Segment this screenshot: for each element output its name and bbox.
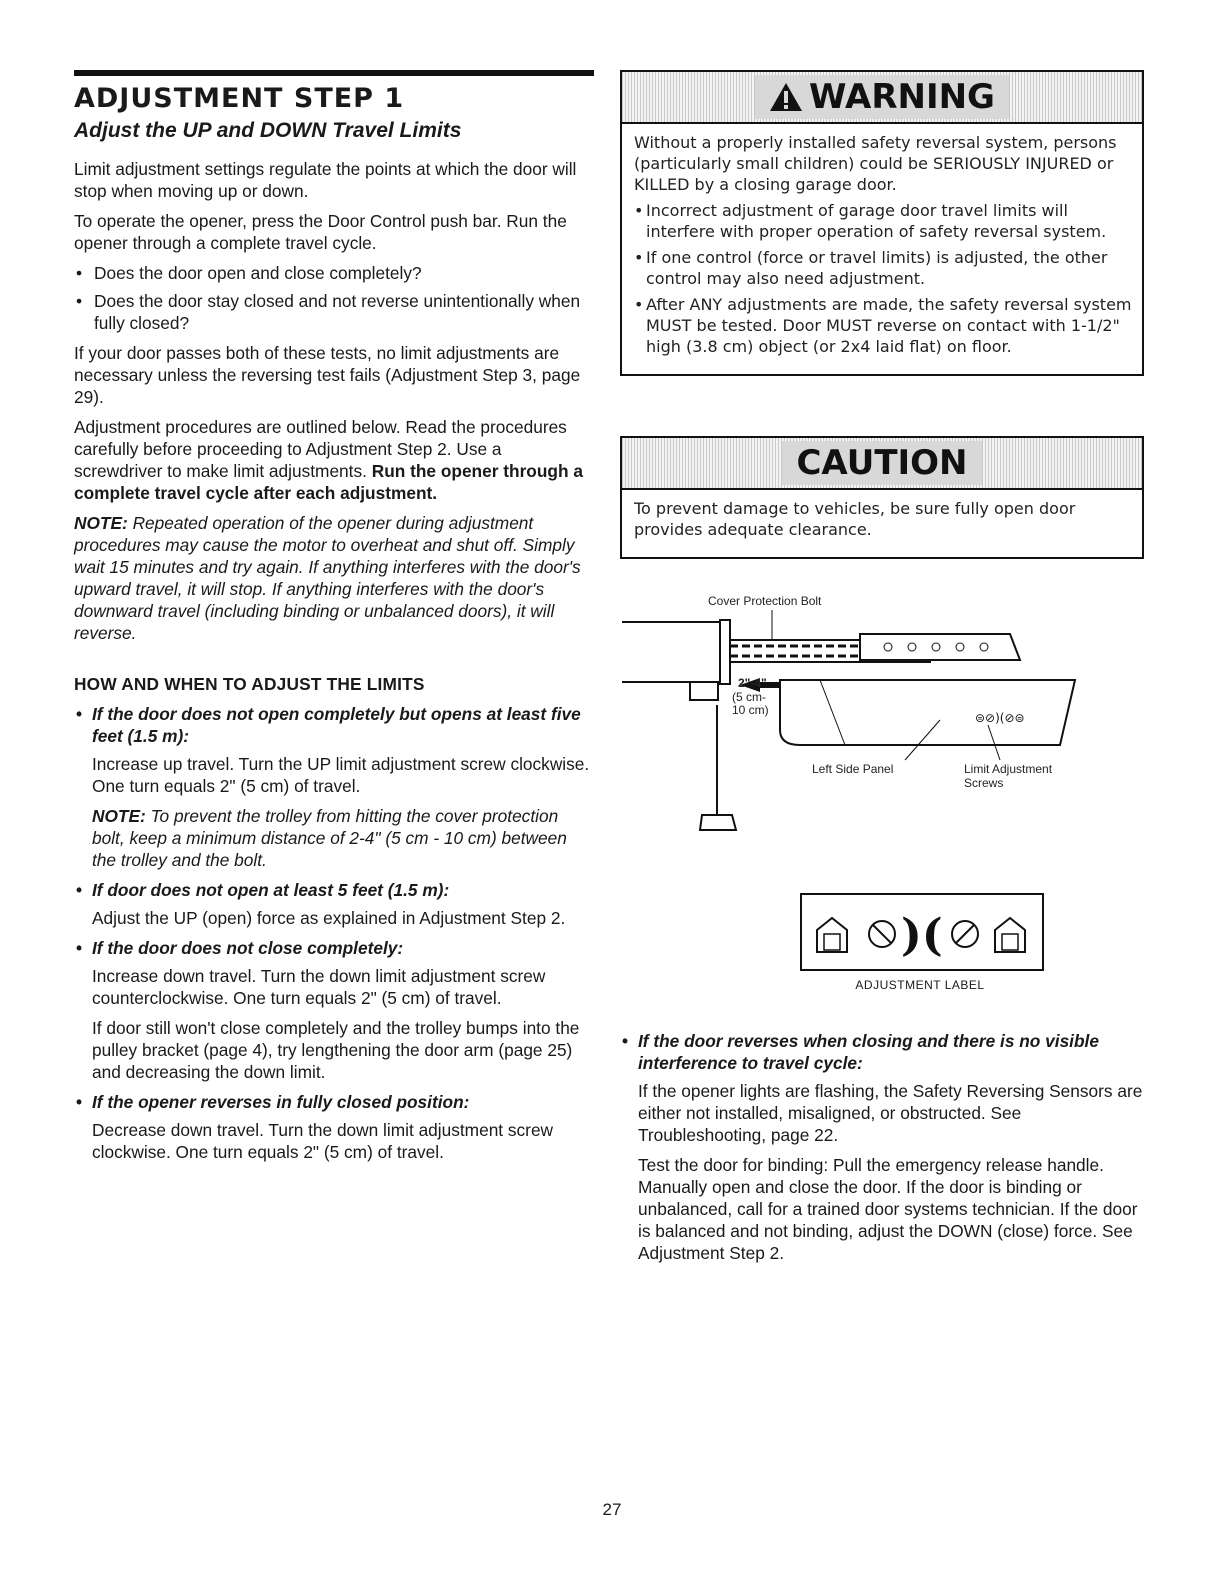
adjustment-label-caption: ADJUSTMENT LABEL <box>855 978 985 992</box>
page-number: 27 <box>602 1500 622 1519</box>
case-text: Test the door for binding: Pull the emergency release handle. Manually open and close the door. If the door is binding or unbalanced, call for a trained door systems technician. If the door is balanced and not binding, adjust the DOWN (close) force. See Adjustment Step 2. <box>638 1155 1138 1263</box>
limit-screws-label-1: Limit Adjustment <box>964 762 1053 776</box>
intro-paragraph-2: To operate the opener, press the Door Control push bar. Run the opener through a complete travel cycle. <box>74 211 567 253</box>
case-reverses-closed <box>74 1091 594 1163</box>
step-title: ADJUSTMENT STEP 1 <box>74 83 405 114</box>
note-text: Repeated operation of the opener during adjustment procedures may cause the motor to overheat and shut off. Simply wait 15 minutes and try again. If anything interferes with the door's upward travel, it will stop. If anything interferes with the door's downward travel (including binding or unbalanced doors), it will reverse. <box>74 513 581 643</box>
limit-screws-label-2: Screws <box>964 776 1004 790</box>
warning-item: • Incorrect adjustment of garage door travel limits will interfere with proper operation of safety reversal system. <box>634 200 1132 242</box>
distance-label: 2"-4" <box>738 676 767 690</box>
case-heading: • If the door reverses when closing and there is no visible interference to travel cycle: <box>620 1030 1144 1074</box>
intro-p4-text: Adjustment procedures are outlined below. Read the procedures carefully before proceeding to Adjustment Step 2. Use a screwdriver to make limit adjustments. <box>74 417 567 481</box>
intro-paragraph-1: Limit adjustment settings regulate the points at which the door will stop when moving up or down. <box>74 159 577 201</box>
warning-label: WARNING <box>809 77 995 117</box>
warning-box <box>620 70 1144 376</box>
right-column <box>620 70 1144 559</box>
case-not-five-feet <box>74 879 594 929</box>
case-text: If door still won't close completely and the trolley bumps into the pulley bracket (page 4), try lengthening the door arm (page 25) and decreasing the down limit. <box>92 1018 580 1082</box>
caution-text: To prevent damage to vehicles, be sure fully open door provides adequate clearance. <box>634 499 1076 539</box>
note-label: NOTE: <box>92 806 146 826</box>
limit-adjustment-icon <box>807 900 1037 964</box>
case-note <box>92 805 594 871</box>
caution-banner <box>622 438 1142 490</box>
case-body <box>74 965 594 1083</box>
distance-label-cm-2: 10 cm) <box>732 703 769 717</box>
heading-rule <box>74 70 594 76</box>
intro-paragraph-3: If your door passes both of these tests, no limit adjustments are necessary unless the reversing test fails (Adjustment Step 3, page 29). <box>74 343 581 407</box>
note-text: To prevent the trolley from hitting the cover protection bolt, keep a minimum distance of 2-4" (5 cm - 10 cm) between the trolley and the bolt. <box>92 806 567 870</box>
opener-diagram <box>620 590 1140 840</box>
check-list <box>74 262 594 334</box>
warning-list <box>634 200 1132 357</box>
step-subtitle: Adjust the UP and DOWN Travel Limits <box>74 119 462 142</box>
warning-triangle-icon <box>769 82 803 112</box>
distance-label-cm-1: (5 cm- <box>732 690 766 704</box>
case-heading: • If door does not open at least 5 feet (1.5 m): <box>74 879 594 901</box>
note-label: NOTE: <box>74 513 128 533</box>
svg-text:⊜⊘)(⊘⊜: ⊜⊘)(⊘⊜ <box>975 711 1025 725</box>
left-panel-label: Left Side Panel <box>812 762 894 776</box>
case-not-close <box>74 937 594 1083</box>
check-item: • Does the door stay closed and not reverse unintentionally when fully closed? <box>74 290 594 334</box>
left-column <box>74 70 594 1171</box>
opener-illustration <box>620 590 1140 840</box>
case-text: If the opener lights are flashing, the Safety Reversing Sensors are either not installed, misaligned, or obstructed. See Troubleshooting, page 22. <box>638 1081 1143 1145</box>
adjustment-label-graphic <box>800 893 1044 971</box>
case-open-five-feet <box>74 703 594 871</box>
intro-p4-bold: Run the opener through a complete travel cycle after each adjustment. <box>74 461 583 503</box>
warning-item: • If one control (force or travel limits) is adjusted, the other control may also need adjustment. <box>634 247 1132 289</box>
check-item: • Does the door open and close completely? <box>74 262 594 284</box>
caution-label: CAUTION <box>796 443 968 483</box>
case-body <box>74 753 594 871</box>
warning-banner <box>622 72 1142 124</box>
caution-box <box>620 436 1144 559</box>
case-heading: • If the door does not close completely: <box>74 937 594 959</box>
intro-note <box>74 512 594 644</box>
case-text: Increase down travel. Turn the down limit adjustment screw counterclockwise. One turn equals 2" (5 cm) of travel. <box>92 966 546 1008</box>
caution-body <box>622 490 1142 557</box>
case-body <box>620 1080 1144 1264</box>
case-text: Increase up travel. Turn the UP limit adjustment screw clockwise. One turn equals 2" (5 cm) of travel. <box>92 754 590 796</box>
warning-item: • After ANY adjustments are made, the safety reversal system MUST be tested. Door MUST reverse on contact with 1-1/2" high (3.8 cm) object (or 2x4 laid flat) on floor. <box>634 294 1132 357</box>
case-heading: • If the opener reverses in fully closed position: <box>74 1091 594 1113</box>
warning-intro: Without a properly installed safety reversal system, persons (particularly small children) could be SERIOUSLY INJURED or KILLED by a closing garage door. <box>634 133 1117 194</box>
case-text: Adjust the UP (open) force as explained in Adjustment Step 2. <box>92 908 566 928</box>
intro-paragraph-4 <box>74 416 594 504</box>
warning-body <box>622 124 1142 374</box>
svg-text:)(: )( <box>901 910 943 961</box>
cover-bolt-label: Cover Protection Bolt <box>708 594 822 608</box>
section-heading: HOW AND WHEN TO ADJUST THE LIMITS <box>74 674 425 694</box>
case-heading: • If the door does not open completely but opens at least five feet (1.5 m): <box>74 703 594 747</box>
case-body <box>74 1119 594 1163</box>
reverse-case <box>620 1030 1144 1272</box>
case-text: Decrease down travel. Turn the down limit adjustment screw clockwise. One turn equals 2" (5 cm) of travel. <box>92 1120 554 1162</box>
case-body <box>74 907 594 929</box>
